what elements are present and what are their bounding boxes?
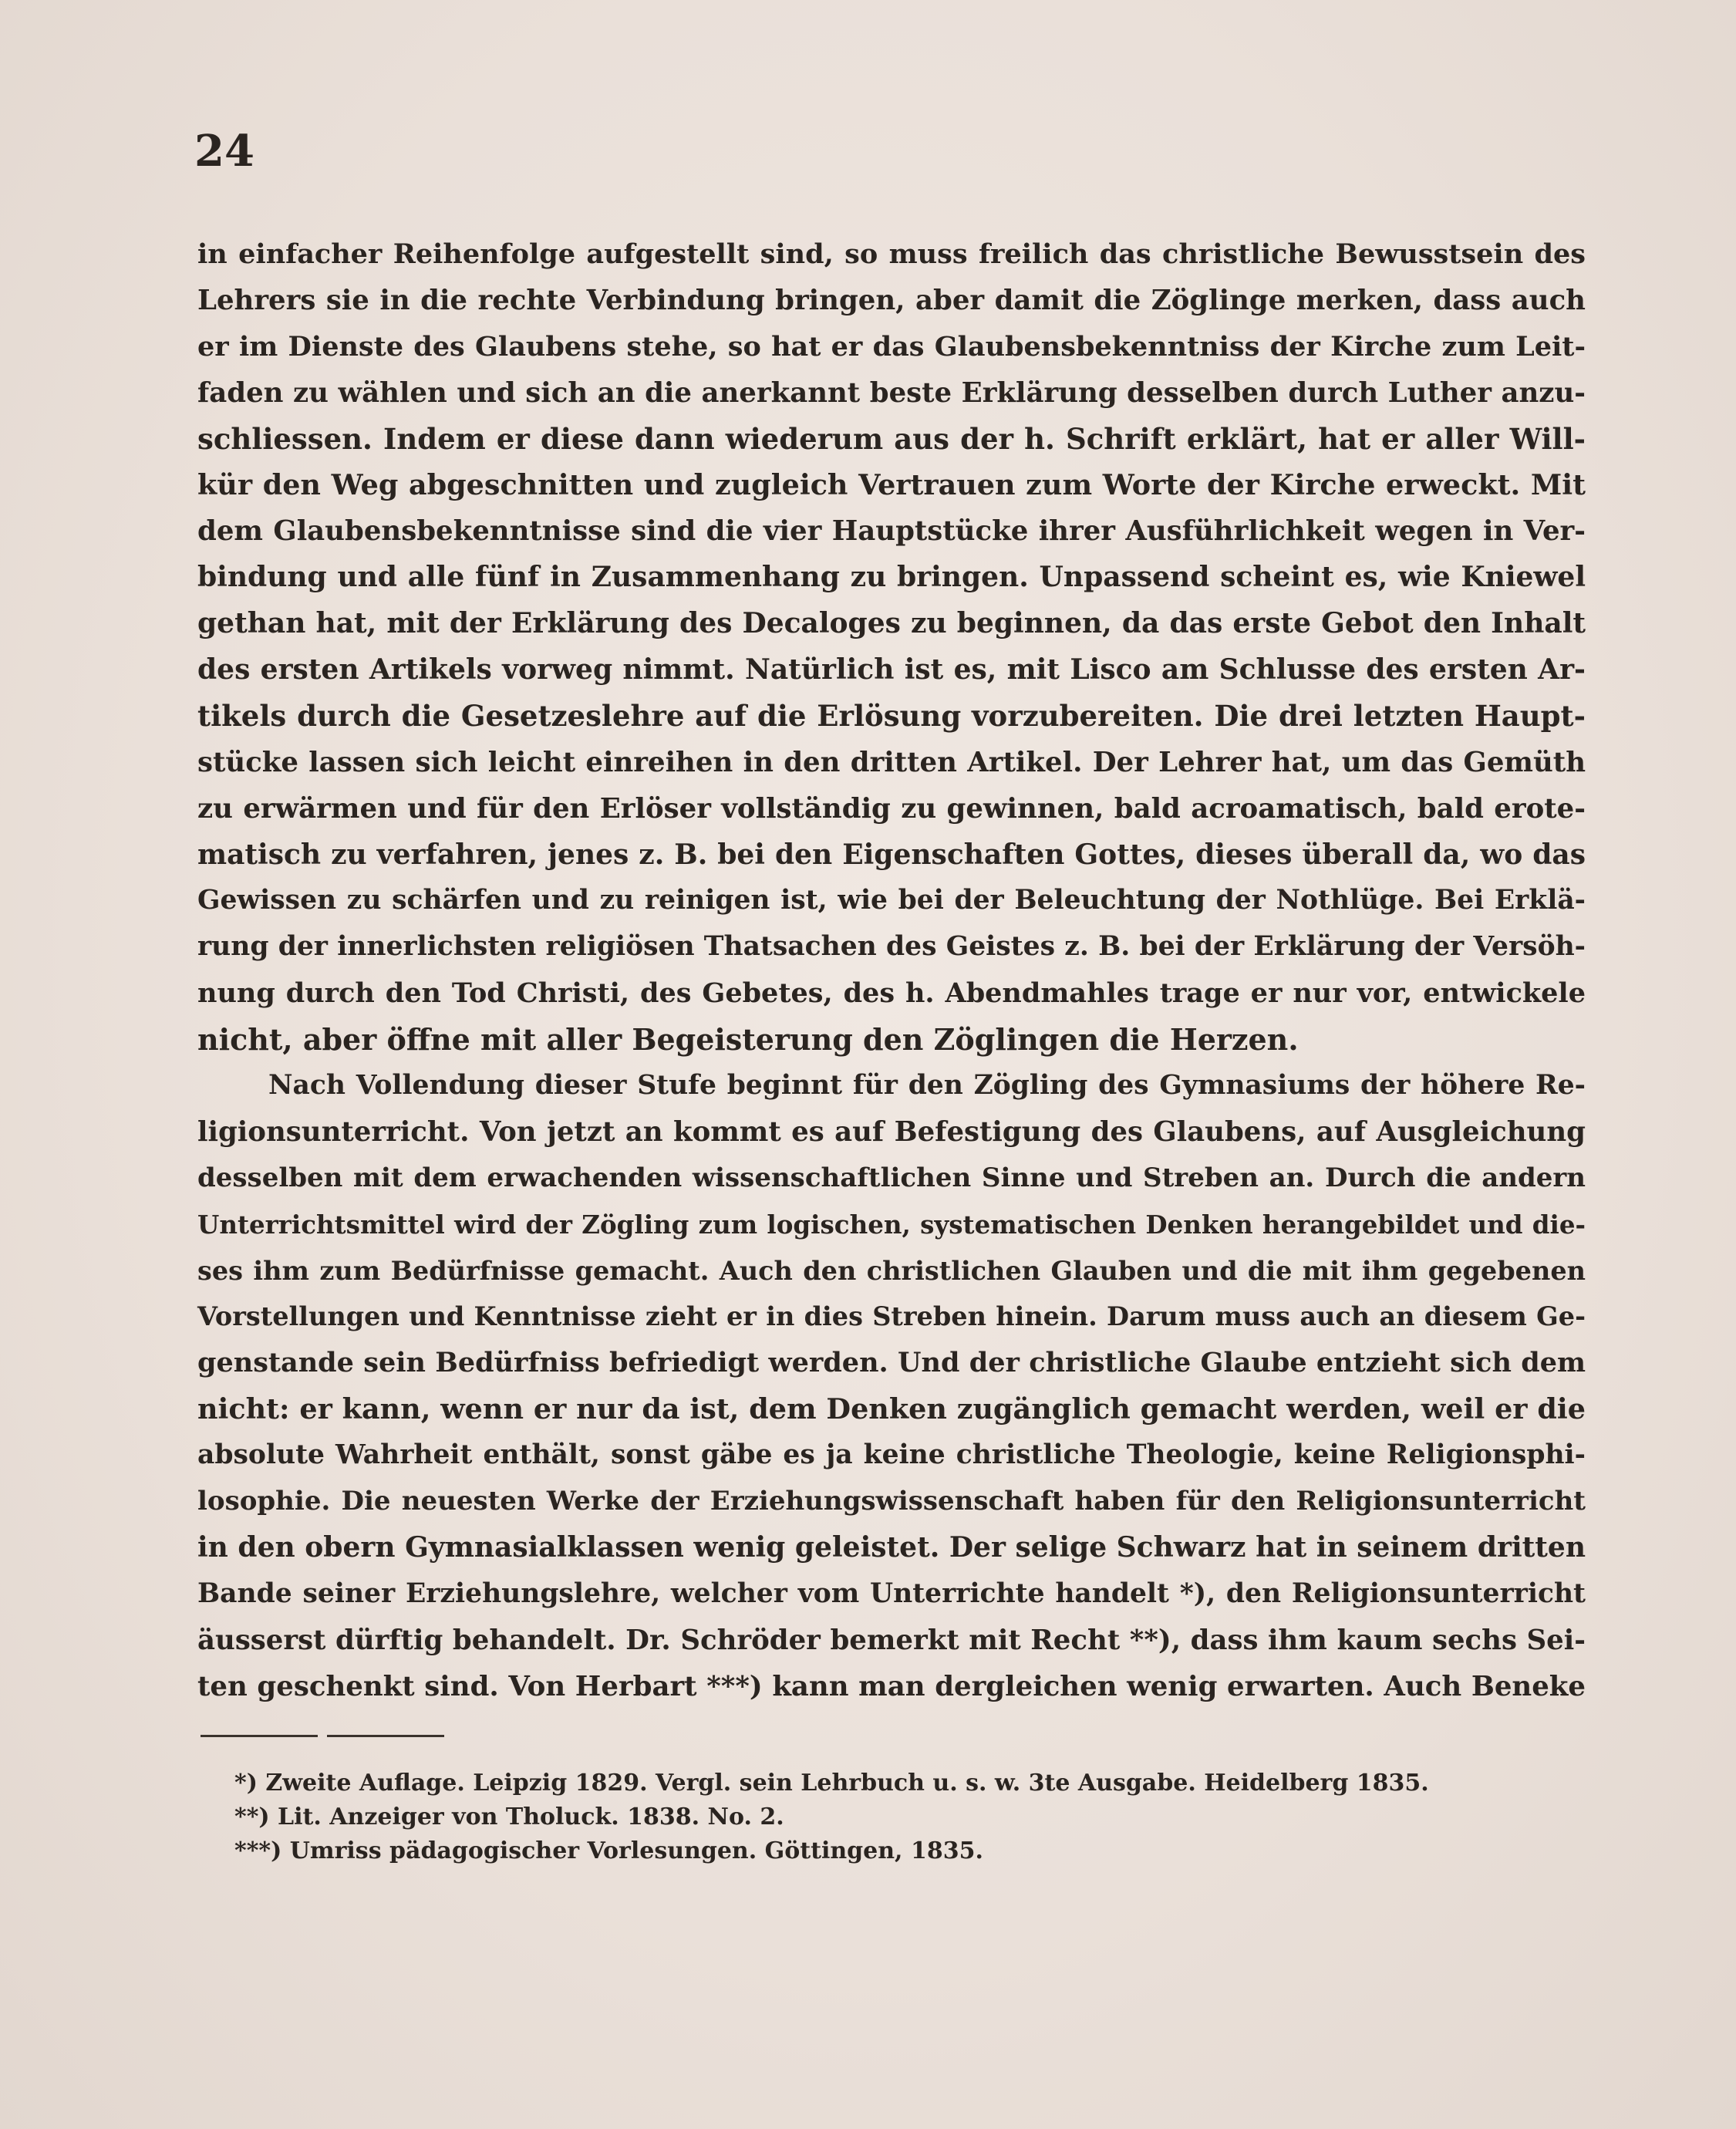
footnote: **) Lit. Anzeiger von Tholuck. 1838. No. 2. — [234, 1803, 784, 1830]
text-line: zu erwärmen und für den Erlöser vollständig zu gewinnen, bald acroamatisch, bald erote- — [197, 792, 1586, 825]
text-line: gethan hat, mit der Erklärung des Decaloges zu beginnen, da das erste Gebot den Inhalt — [197, 607, 1586, 640]
text-line: matisch zu verfahren, jenes z. B. bei den Eigenschaften Gottes, dieses überall da, wo das — [197, 838, 1586, 871]
footnotes — [234, 1766, 1546, 1868]
text-line: schliessen. Indem er diese dann wiederum aus der h. Schrift erklärt, hat er aller Will- — [197, 421, 1586, 456]
text-line: äusserst dürftig behandelt. Dr. Schröder bemerkt mit Recht **), dass ihm kaum sechs Sei- — [197, 1624, 1586, 1656]
text-line: er im Dienste des Glaubens stehe, so hat er das Glaubensbekenntniss der Kirche zum Leit- — [197, 330, 1586, 363]
page-number: 24 — [194, 126, 255, 177]
text-line: tikels durch die Gesetzeslehre auf die Erlösung vorzubereiten. Die drei letzten Haupt- — [197, 698, 1586, 733]
text-line: Bande seiner Erziehungslehre, welcher vom Unterrichte handelt *), den Religionsunterricht — [197, 1577, 1586, 1609]
footnote-separator — [201, 1735, 318, 1737]
text-line: ses ihm zum Bedürfnisse gemacht. Auch den christlichen Glauben und die mit ihm gegebenen — [197, 1255, 1586, 1286]
text-line: in den obern Gymnasialklassen wenig geleistet. Der selige Schwarz hat in seinem dritten — [197, 1530, 1586, 1564]
footnote: *) Zweite Auflage. Leipzig 1829. Vergl. sein Lehrbuch u. s. w. 3te Ausgabe. Heidelberg 1835. — [234, 1770, 1429, 1797]
text-line: ligionsunterricht. Von jetzt an kommt es auf Befestigung des Glaubens, auf Ausgleichung — [197, 1115, 1586, 1148]
text-line: Gewissen zu schärfen und zu reinigen ist, wie bei der Beleuchtung der Nothlüge. Bei Erklä- — [197, 885, 1586, 916]
footnote-separator — [327, 1735, 444, 1737]
text-line: rung der innerlichsten religiösen Thatsachen des Geistes z. B. bei der Erklärung der Versöh- — [197, 931, 1586, 963]
text-line: faden zu wählen und sich an die anerkannt beste Erklärung desselben durch Luther anzu- — [197, 376, 1586, 409]
text-line: nicht, aber öffne mit aller Begeisterung den Zöglingen die Herzen. — [197, 1022, 1299, 1058]
text-line: losophie. Die neuesten Werke der Erziehungswissenschaft haben für den Religionsunterricht — [197, 1486, 1586, 1517]
footnote: ***) Umriss pädagogischer Vorlesungen. Göttingen, 1835. — [234, 1837, 983, 1864]
text-line: stücke lassen sich leicht einreihen in den dritten Artikel. Der Lehrer hat, um das Gemüth — [197, 746, 1586, 778]
text-line: kür den Weg abgeschnitten und zugleich Vertrauen zum Worte der Kirche erweckt. Mit — [197, 468, 1586, 502]
text-line: des ersten Artikels vorweg nimmt. Natürlich ist es, mit Lisco am Schlusse des ersten Ar- — [197, 653, 1586, 687]
text-line: dem Glaubensbekenntnisse sind die vier Hauptstücke ihrer Ausführlichkeit wegen in Ver- — [197, 515, 1586, 548]
text-line: Unterrichtsmittel wird der Zögling zum logischen, systematischen Denken herangebildet und die- — [197, 1209, 1586, 1240]
text-line: bindung und alle fünf in Zusammenhang zu bringen. Unpassend scheint es, wie Kniewel — [197, 561, 1586, 594]
text-line: Lehrers sie in die rechte Verbindung bringen, aber damit die Zöglinge merken, dass auch — [197, 284, 1586, 316]
text-line: absolute Wahrheit enthält, sonst gäbe es ja keine christliche Theologie, keine Religionsphi- — [197, 1439, 1586, 1471]
text-line: desselben mit dem erwachenden wissenschaftlichen Sinne und Streben an. Durch die andern — [197, 1162, 1586, 1193]
text-line: Nach Vollendung dieser Stufe beginnt für den Zögling des Gymnasiums der höhere Re- — [268, 1070, 1586, 1102]
text-line: nicht: er kann, wenn er nur da ist, dem Denken zugänglich gemacht werden, weil er die — [197, 1392, 1586, 1426]
text-line: ten geschenkt sind. Von Herbart ***) kann man dergleichen wenig erwarten. Auch Beneke — [197, 1670, 1586, 1702]
body-text — [197, 231, 1586, 1710]
text-line: genstande sein Bedürfniss befriedigt werden. Und der christliche Glaube entzieht sich dem — [197, 1347, 1586, 1379]
text-line: Vorstellungen und Kenntnisse zieht er in dies Streben hinein. Darum muss auch an diesem Ge- — [197, 1301, 1586, 1332]
text-line: in einfacher Reihenfolge aufgestellt sind, so muss freilich das christliche Bewusstsein des — [197, 238, 1586, 270]
text-line: nung durch den Tod Christi, des Gebetes, des h. Abendmahles trage er nur vor, entwickele — [197, 977, 1586, 1010]
